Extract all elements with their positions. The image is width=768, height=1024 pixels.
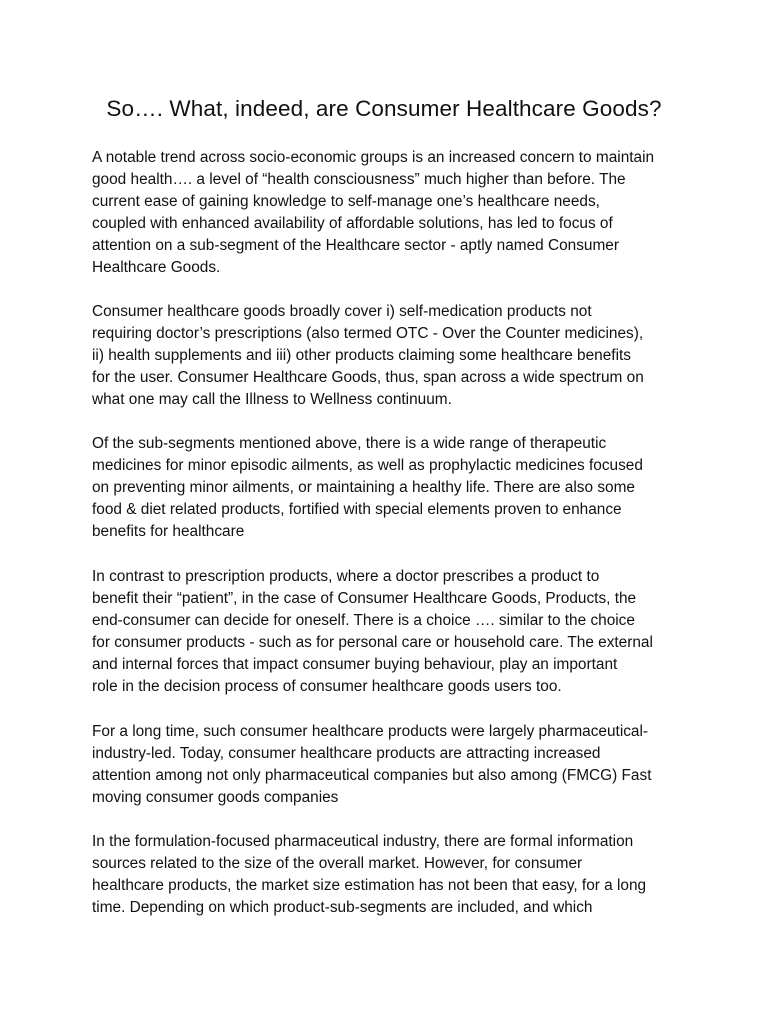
text-line: role in the decision process of consumer healthcare goods users too. xyxy=(92,678,562,695)
paragraph-3 xyxy=(92,433,692,543)
text-line: A notable trend across socio-economic groups is an increased concern to maintain xyxy=(92,149,655,166)
text-line: time. Depending on which product-sub-segments are included, and which xyxy=(92,899,593,916)
paragraph-1 xyxy=(92,147,692,279)
text-line: benefits for healthcare xyxy=(92,523,245,540)
text-line: Healthcare Goods. xyxy=(92,259,221,276)
text-line: medicines for minor episodic ailments, as well as prophylactic medicines focused xyxy=(92,457,643,474)
text-line: for the user. Consumer Healthcare Goods, thus, span across a wide spectrum on xyxy=(92,369,644,386)
text-line: requiring doctor’s prescriptions (also termed OTC - Over the Counter medicines), xyxy=(92,325,644,342)
text-line: current ease of gaining knowledge to self-manage one’s healthcare needs, xyxy=(92,193,600,210)
text-line: what one may call the Illness to Wellness continuum. xyxy=(92,391,452,408)
document-title: So…. What, indeed, are Consumer Healthcare Goods? xyxy=(106,96,662,121)
paragraph-2 xyxy=(92,301,692,411)
text-line: and internal forces that impact consumer buying behaviour, play an important xyxy=(92,656,618,673)
text-line: ii) health supplements and iii) other products claiming some healthcare benefits xyxy=(92,347,631,364)
text-line: Consumer healthcare goods broadly cover i) self-medication products not xyxy=(92,303,592,320)
text-line: moving consumer goods companies xyxy=(92,789,339,806)
text-line: end-consumer can decide for oneself. There is a choice …. similar to the choice xyxy=(92,612,635,629)
text-line: For a long time, such consumer healthcare products were largely pharmaceutical- xyxy=(92,723,649,740)
text-line: healthcare products, the market size estimation has not been that easy, for a long xyxy=(92,877,647,894)
text-line: benefit their “patient”, in the case of Consumer Healthcare Goods, Products, the xyxy=(92,590,637,607)
text-line: industry-led. Today, consumer healthcare products are attracting increased xyxy=(92,745,601,762)
text-line: food & diet related products, fortified with special elements proven to enhance xyxy=(92,501,622,518)
text-line: In contrast to prescription products, where a doctor prescribes a product to xyxy=(92,568,600,585)
text-line: attention on a sub-segment of the Healthcare sector - aptly named Consumer xyxy=(92,237,619,254)
text-line: good health…. a level of “health consciousness” much higher than before. The xyxy=(92,171,626,188)
text-line: on preventing minor ailments, or maintaining a healthy life. There are also some xyxy=(92,479,635,496)
text-line: for consumer products - such as for personal care or household care. The external xyxy=(92,634,653,651)
text-line: attention among not only pharmaceutical companies but also among (FMCG) Fast xyxy=(92,767,652,784)
text-line: sources related to the size of the overall market. However, for consumer xyxy=(92,855,583,872)
paragraph-5 xyxy=(92,721,692,809)
paragraph-4 xyxy=(92,566,692,698)
text-line: coupled with enhanced availability of affordable solutions, has led to focus of xyxy=(92,215,613,232)
paragraph-6 xyxy=(92,831,692,919)
text-line: In the formulation-focused pharmaceutical industry, there are formal information xyxy=(92,833,634,850)
text-line: Of the sub-segments mentioned above, there is a wide range of therapeutic xyxy=(92,435,607,452)
